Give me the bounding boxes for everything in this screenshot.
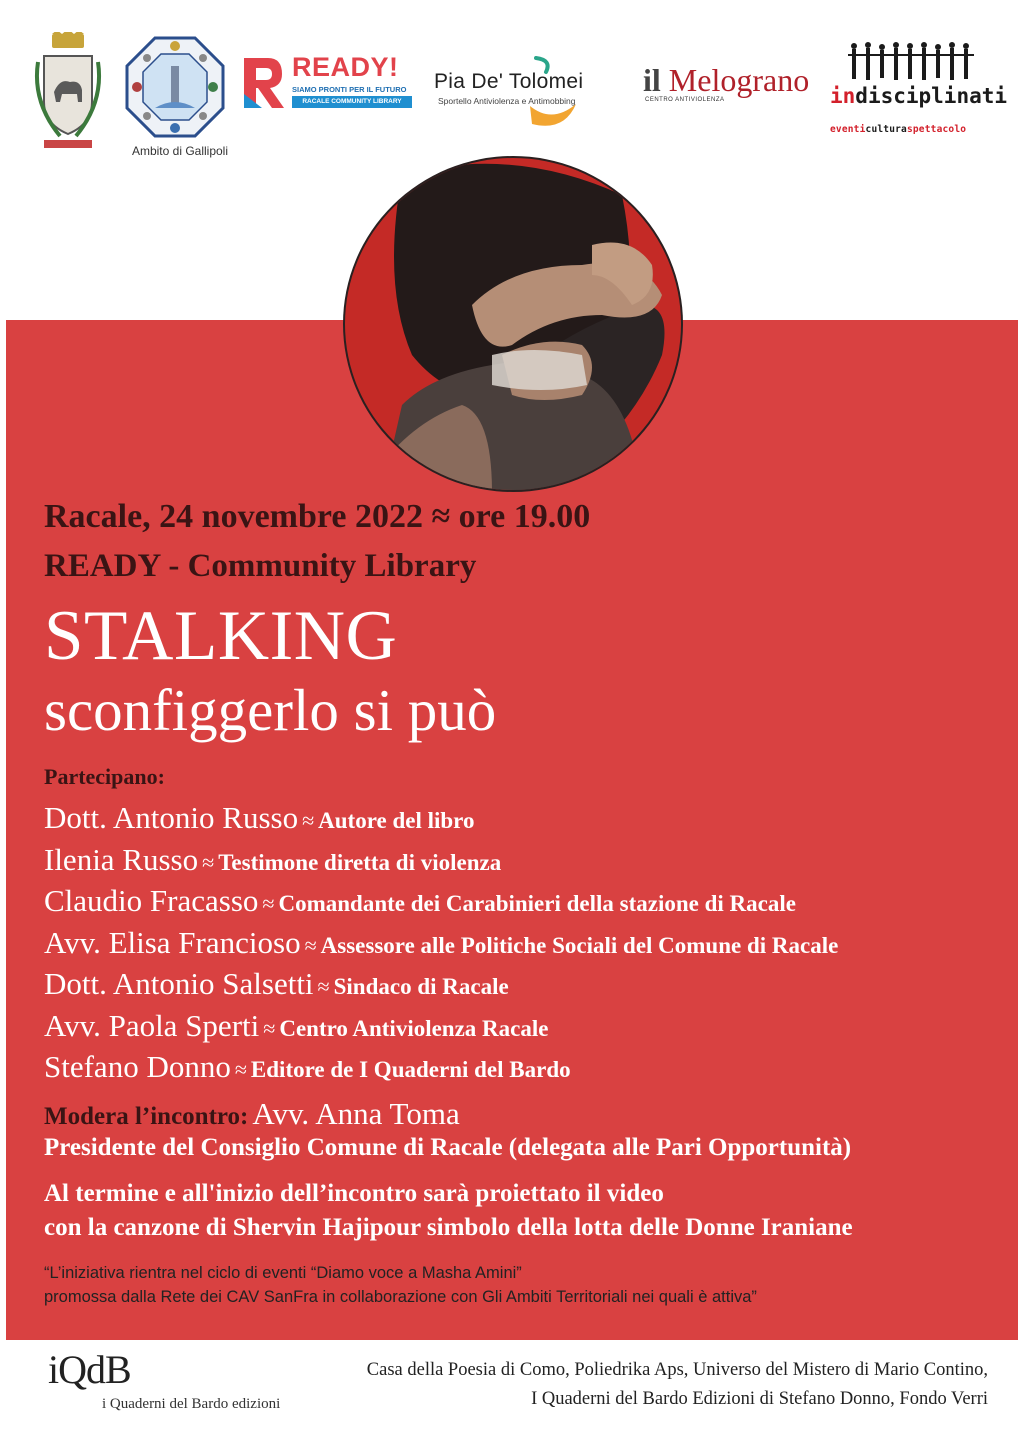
participant-name: Dott. Antonio Salsetti bbox=[44, 966, 314, 1001]
iqdb-publisher-logo bbox=[48, 1347, 328, 1420]
event-subtitle: sconfiggerlo si può bbox=[44, 677, 497, 743]
il-melograno-logo bbox=[643, 62, 813, 122]
moderator-label: Modera l’incontro: bbox=[44, 1103, 249, 1130]
indisciplinati-name bbox=[830, 84, 1007, 108]
participant-role: Testimone diretta di violenza bbox=[218, 849, 502, 875]
racale-crest-logo bbox=[30, 32, 106, 154]
participant-role: Autore del libro bbox=[318, 808, 475, 833]
footer-credits bbox=[367, 1356, 988, 1414]
participant-separator: ≈ bbox=[302, 808, 315, 833]
ready-subtitle: RACALE COMMUNITY LIBRARY bbox=[292, 96, 412, 108]
credits-line-1: Casa della Poesia di Como, Poliedrika Aps, Universo del Mistero di Mario Contino, bbox=[366, 1360, 988, 1380]
credits-line-2: I Quaderni del Bardo Edizioni di Stefano Donno, Fondo Verri bbox=[531, 1389, 988, 1409]
indis-sub-c: spettacolo bbox=[906, 124, 967, 135]
ready-logo bbox=[242, 52, 414, 114]
participant-name: Ilenia Russo bbox=[44, 841, 199, 877]
indis-sub-a: eventi bbox=[830, 124, 866, 135]
video-note-line-1: Al termine e all'inizio dell’incontro sarà proiettato il video bbox=[44, 1180, 664, 1207]
ready-tagline: SIAMO PRONTI PER IL FUTURO bbox=[292, 85, 407, 94]
participant-role: Sindaco di Racale bbox=[333, 974, 509, 999]
initiative-quote-line-2: promossa dalla Rete dei CAV SanFra in collaborazione con Gli Ambiti Territoriali nei quali è attiva” bbox=[44, 1288, 757, 1306]
participant-separator: ≈ bbox=[317, 974, 330, 999]
octagon-emblem-icon bbox=[125, 36, 225, 140]
initiative-quote-line-1: “L’iniziativa rientra nel ciclo di eventi “Diamo voce a Masha Amini” bbox=[44, 1264, 522, 1282]
melograno-word: Melograno bbox=[668, 62, 810, 98]
indisciplinati-prefix: in bbox=[830, 84, 856, 108]
event-venue: READY - Community Library bbox=[44, 548, 477, 584]
indisciplinati-rest: disciplinati bbox=[855, 84, 1008, 108]
moderator-line bbox=[44, 1096, 1014, 1132]
dancing-figures-icon bbox=[846, 40, 976, 84]
participant-separator: ≈ bbox=[263, 1015, 276, 1041]
participant-row bbox=[44, 883, 1014, 919]
participant-separator: ≈ bbox=[304, 932, 317, 958]
participant-row bbox=[44, 1008, 1014, 1044]
partner-logo-bar bbox=[0, 20, 1024, 158]
participant-separator: ≈ bbox=[234, 1057, 247, 1082]
participant-row bbox=[44, 842, 1014, 878]
ambito-gallipoli-logo bbox=[125, 36, 229, 161]
indisciplinati-logo bbox=[826, 40, 1008, 160]
participant-row bbox=[44, 800, 1014, 836]
melograno-il: il bbox=[643, 62, 661, 98]
participant-row bbox=[44, 966, 1014, 1002]
participant-row bbox=[44, 925, 1014, 961]
participant-name: Avv. Elisa Francioso bbox=[44, 924, 301, 960]
melograno-name bbox=[643, 62, 809, 99]
pia-name: Pia De' Tolomei bbox=[434, 70, 584, 93]
participant-role: Assessore alle Politiche Sociali del Comune di Racale bbox=[320, 932, 839, 958]
event-title: STALKING bbox=[44, 597, 398, 675]
ready-word: READY! bbox=[292, 52, 399, 82]
video-note-line-2: con la canzone di Shervin Hajipour simbolo della lotta delle Donne Iraniane bbox=[44, 1214, 853, 1241]
participant-row bbox=[44, 1049, 1014, 1085]
participant-role: Centro Antiviolenza Racale bbox=[279, 1015, 549, 1041]
participant-name: Dott. Antonio Russo bbox=[44, 800, 299, 835]
participant-separator: ≈ bbox=[262, 891, 275, 916]
participant-role: Editore de I Quaderni del Bardo bbox=[250, 1057, 571, 1082]
iqdb-subtitle: i Quaderni del Bardo edizioni bbox=[102, 1396, 281, 1412]
pia-de-tolomei-logo bbox=[428, 56, 628, 132]
indis-sub-b: cultura bbox=[865, 124, 907, 135]
indisciplinati-subtitle bbox=[830, 124, 966, 135]
participant-separator: ≈ bbox=[202, 849, 215, 875]
participant-name: Claudio Fracasso bbox=[44, 883, 259, 918]
oval-portrait-illustration bbox=[342, 155, 684, 493]
pia-swirl-icon bbox=[502, 54, 582, 134]
ready-r-mark-icon bbox=[242, 56, 286, 110]
iqdb-brand: iQdB bbox=[48, 1347, 131, 1392]
moderator-name: Avv. Anna Toma bbox=[252, 1096, 460, 1131]
event-date-line: Racale, 24 novembre 2022 ≈ ore 19.00 bbox=[44, 498, 591, 535]
moderator-role: Presidente del Consiglio Comune di Racale (delegata alle Pari Opportunità) bbox=[44, 1134, 852, 1161]
ambito-gallipoli-label: Ambito di Gallipoli bbox=[131, 144, 229, 158]
participant-name: Stefano Donno bbox=[44, 1049, 231, 1084]
participant-role: Comandante dei Carabinieri della stazione di Racale bbox=[278, 891, 796, 916]
participants-label: Partecipano: bbox=[44, 764, 165, 789]
participant-name: Avv. Paola Sperti bbox=[44, 1007, 260, 1043]
melograno-subtitle: CENTRO ANTIVIOLENZA bbox=[645, 97, 725, 103]
pia-subtitle: Sportello Antiviolenza e Antimobbing bbox=[438, 96, 576, 106]
